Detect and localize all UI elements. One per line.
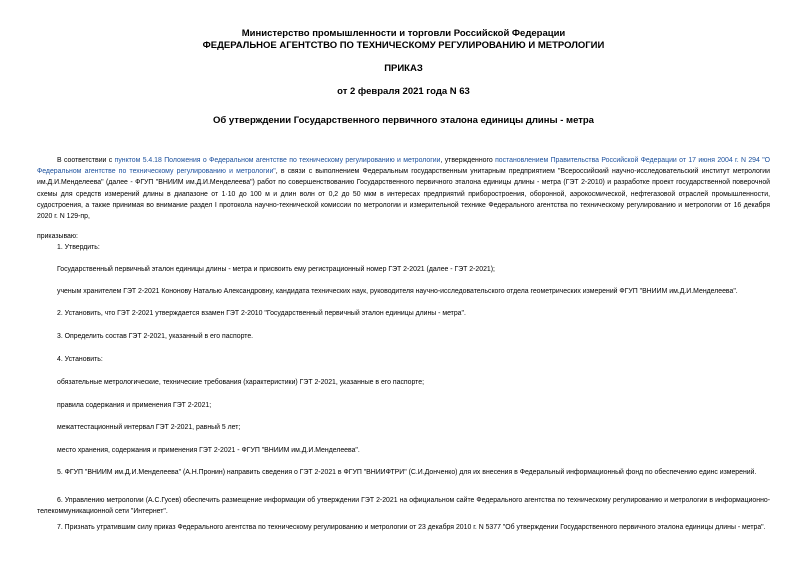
preamble-paragraph [37,155,770,222]
approve-etalon-text: Государственный первичный эталон единицы длины - метра и присвоить ему регистрационный номер ГЭТ 2-2021 (далее - ГЭТ 2-2021); [57,266,495,273]
preamble-text-2: , утвержденного [440,157,496,164]
ministry-name: Министерство промышленности и торговли Российской Федерации [241,28,566,39]
storage-place-text: место хранения, содержания и применения ГЭТ 2-2021 - ФГУП "ВНИИМ им.Д.И.Менделеева". [57,447,360,454]
document-type: ПРИКАЗ [384,63,423,74]
regulation-link[interactable]: пунктом 5.4.18 Положения о Федеральном агентстве по техническому регулированию и метрологии [114,157,441,164]
item-5: 5. ФГУП "ВНИИМ им.Д.И.Менделеева" (А.Н.Пронин) направить сведения о ГЭТ 2-2021 в ФГУП "ВНИИФТРИ" (С.И.Донченко) для их внесения в Федеральный информационный фонд по обеспечению единс измерений. [57,469,757,476]
interval-text: межаттестационный интервал ГЭТ 2-2021, равный 5 лет; [57,424,241,431]
document-title: Об утверждении Государственного первичного эталона единицы длины - метра [213,115,594,126]
preamble-text-4: до 100 м и длин волн от 0,2 до 50 мкм в интересах предприятий приборостроения, оборонной, аэрокосмической, нефтегазовой отраслей промышленности, судостроения, а также принимая во внимание раздел I протокола научно-технической комиссии по метрологии и измерительной технике Федерального агентства по техническому регулированию и метрологии от 16 декабря 2020 г. N 129-пр, [37,190,770,221]
requirements-text: обязательные метрологические, технические требования (характеристики) ГЭТ 2-2021, указанные в его паспорте; [57,379,424,386]
document-date-number: от 2 февраля 2021 года N 63 [337,86,470,97]
item-4: 4. Установить: [57,356,103,363]
government-decree-link[interactable]: постановлением Правительства Российской Федерации от 17 июня 2004 г. N 294 "О Федеральном агентстве по техническому регулированию и метрологии" [37,157,771,176]
item-1: 1. Утвердить: [57,244,100,251]
preamble-text-1: В соответствии с [57,157,115,164]
order-word: приказываю: [37,233,78,240]
item-7: 7. Признать утратившим силу приказ Федерального агентства по техническому регулированию и метрологии от 23 декабря 2010 г. N 5377 "Об утверждении Государственного первичного эталона единицы длины - метра". [57,524,766,531]
scientific-keeper-text: ученым хранителем ГЭТ 2-2021 Кононову Наталью Александровну, кандидата технических наук, руководителя научно-исследовательского отдела геометрических измерений ФГУП "ВНИИМ им.Д.И.Менделеева". [57,288,738,295]
item-2: 2. Установить, что ГЭТ 2-2021 утверждается взамен ГЭТ 2-2010 "Государственный первичный эталон единицы длины - метра". [57,310,466,317]
rules-text: правила содержания и применения ГЭТ 2-2021; [57,402,212,409]
preamble-text-3: , в связи с выполнением Федеральным государственным унитарным предприятием "Всероссийский научно-исследовательский институт метрологии им.Д.И.Менделеева" (далее - ФГУП "ВНИИМ им.Д.И.Менделеева") работ по совершенствованию Государственного первичного эталона единицы длины - метра (ГЭТ 2-2010) и разработке проект государственной поверочной схемы для средств измерений длины в диапазоне от 1·10 [37,168,770,198]
item-3: 3. Определить состав ГЭТ 2-2021, указанный в его паспорте. [57,333,254,340]
item-6: 6. Управлению метрологии (А.С.Гусев) обеспечить размещение информации об утверждении ГЭТ 2-2021 на официальном сайте Федерального агентства по техническому регулированию и метрологии в информационно-телекоммуникационной сети "Интернет". [37,497,770,516]
agency-name: ФЕДЕРАЛЬНОЕ АГЕНТСТВО ПО ТЕХНИЧЕСКОМУ РЕГУЛИРОВАНИЮ И МЕТРОЛОГИИ [202,40,605,51]
